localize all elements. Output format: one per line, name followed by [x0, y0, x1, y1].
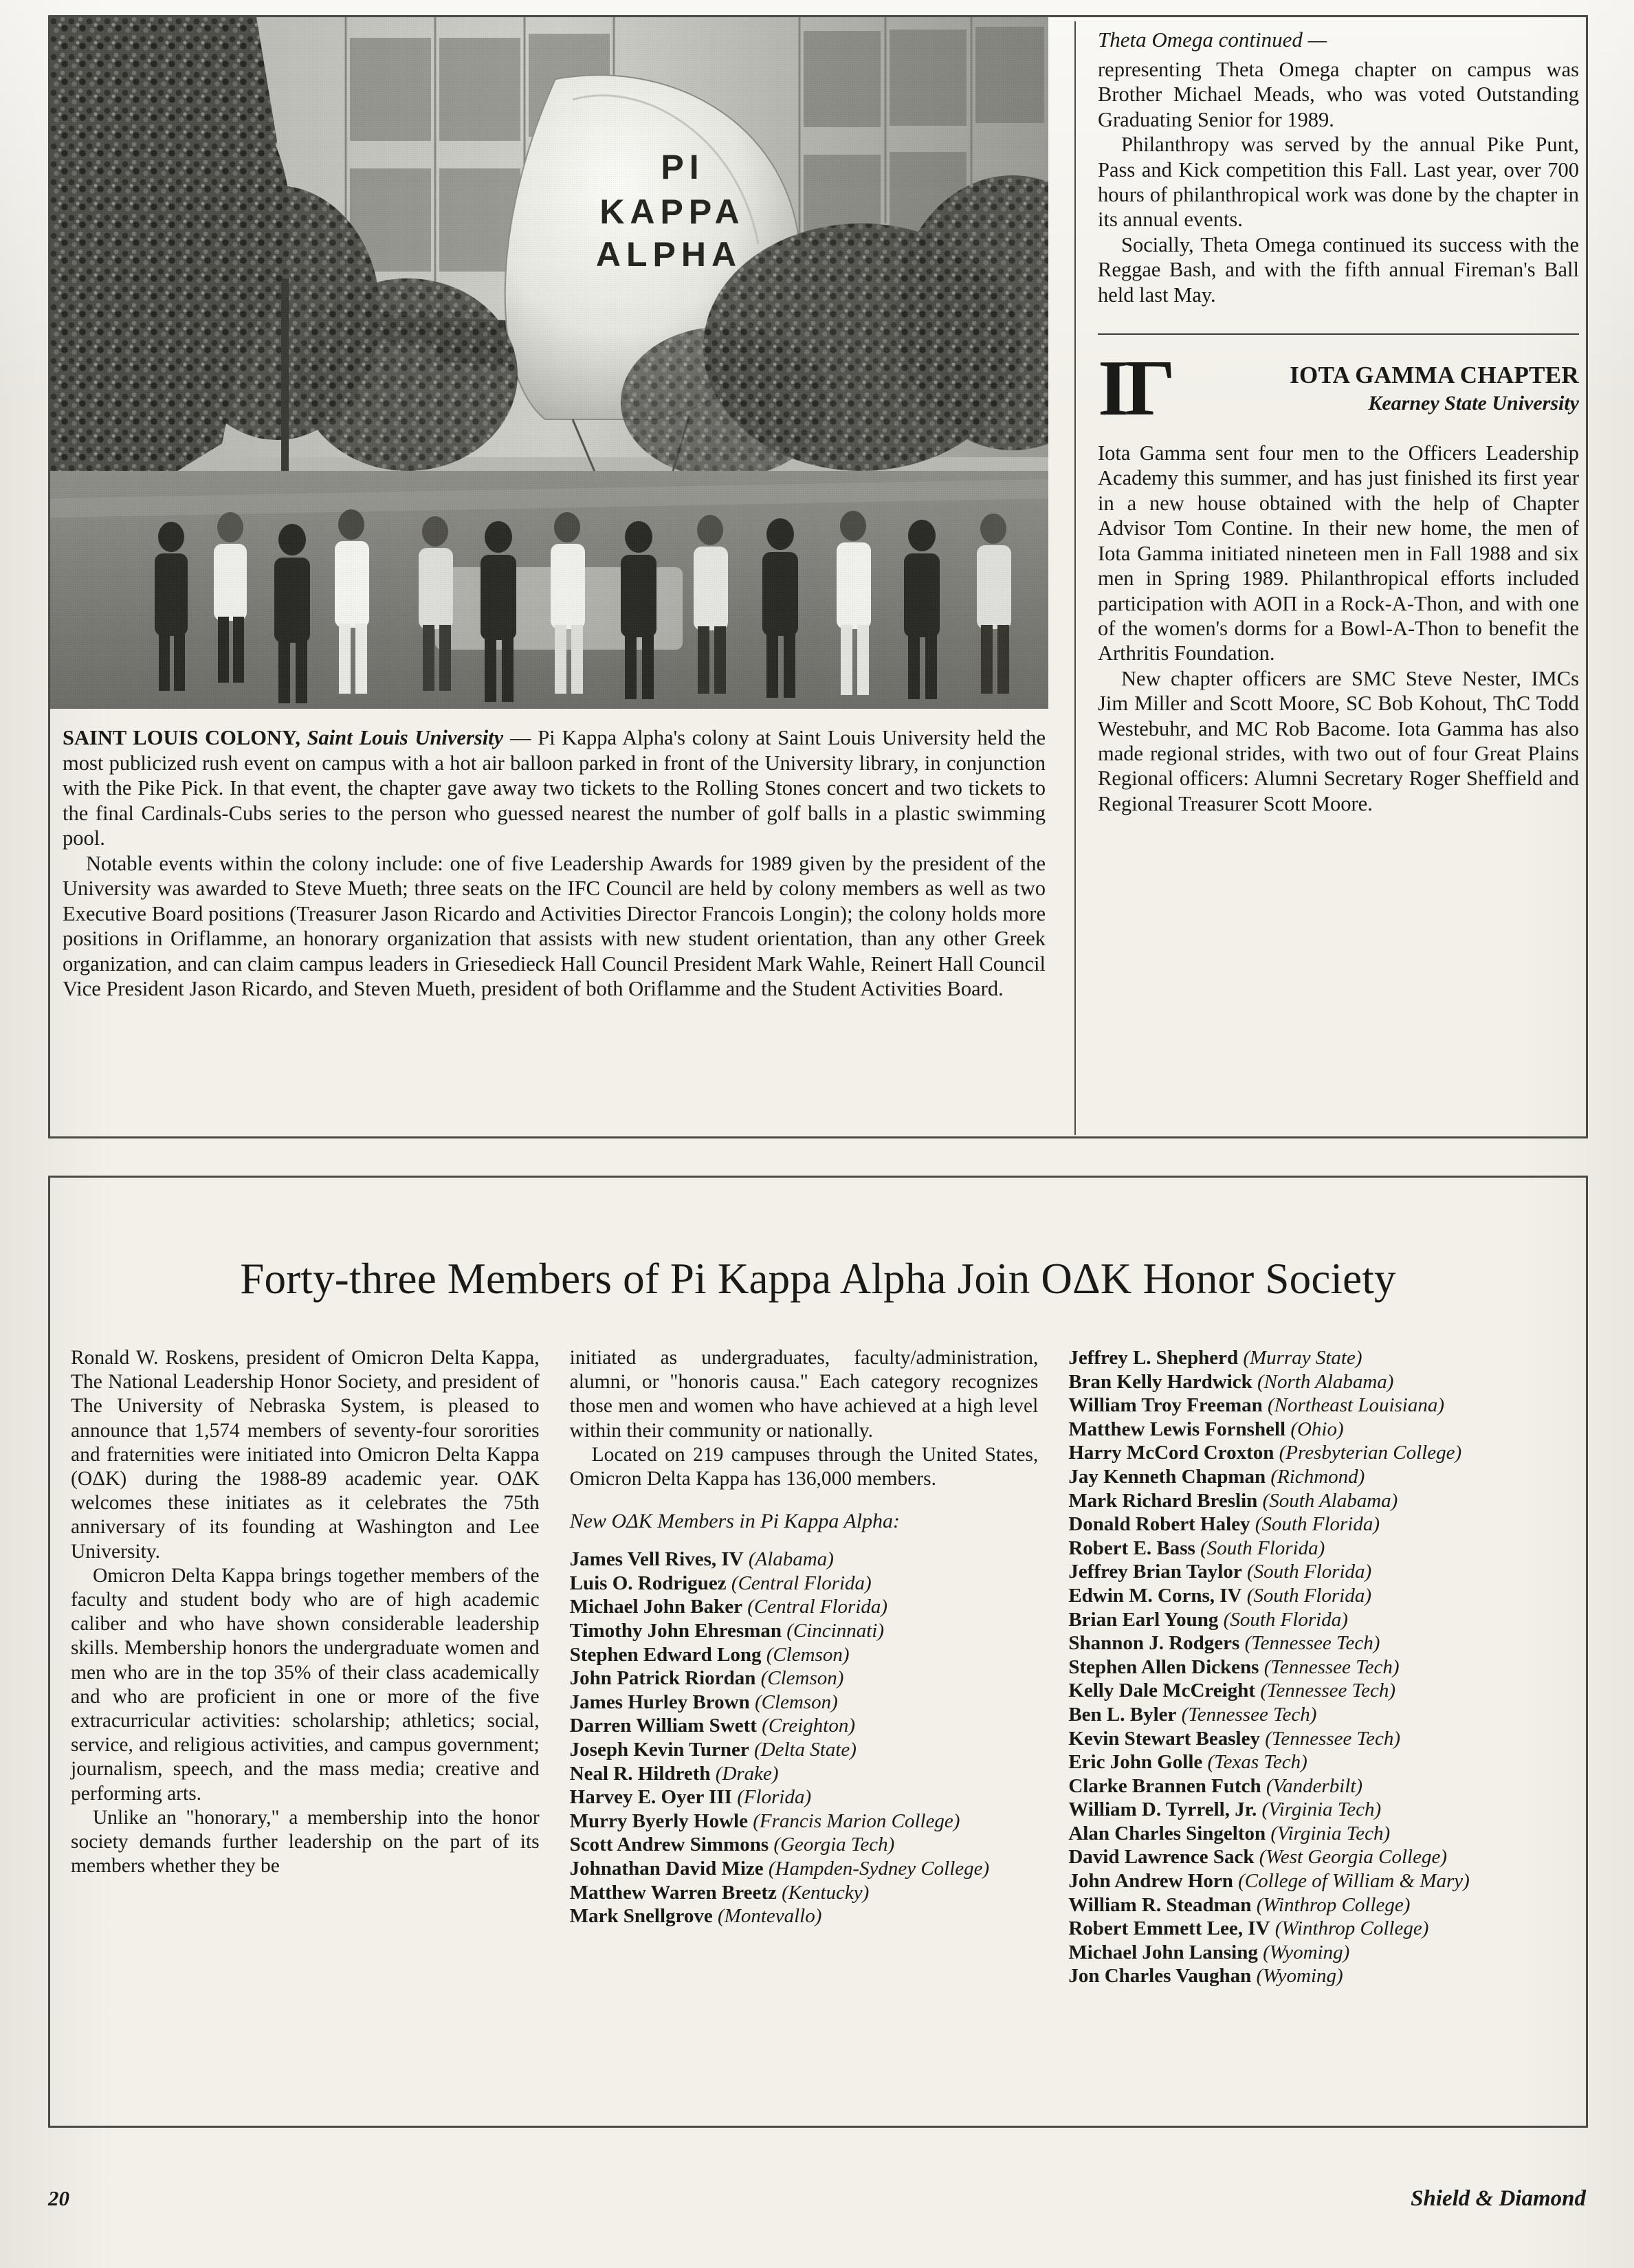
list-item — [570, 1572, 1039, 1596]
list-item — [1068, 1845, 1568, 1869]
member-name: Edwin M. Corns, IV — [1068, 1584, 1242, 1607]
member-name: James Hurley Brown — [569, 1691, 750, 1713]
member-name: Kevin Stewart Beasley — [1068, 1727, 1260, 1750]
member-name: Mark Snellgrove — [569, 1905, 713, 1928]
member-school: (Central Florida) — [731, 1572, 872, 1594]
page-number: 20 — [48, 2186, 69, 2210]
list-item — [1068, 1631, 1568, 1655]
iota-gamma-greek-monogram: ΙΓ — [1098, 344, 1171, 433]
saint-louis-lead-dash: — — [509, 726, 531, 749]
member-school: (Georgia Tech) — [773, 1834, 895, 1856]
member-school: (Virginia Tech) — [1270, 1822, 1391, 1845]
odk-article-panel — [48, 1176, 1588, 2128]
member-school: (Virginia Tech) — [1261, 1798, 1382, 1821]
member-school: (Montevallo) — [718, 1905, 822, 1928]
list-item — [1068, 1560, 1568, 1584]
list-item — [1068, 1465, 1568, 1489]
member-school: (Ohio) — [1290, 1418, 1344, 1440]
saint-louis-paragraph-2: Notable events within the colony include: one of five Leadership Awards for 1989 given by the president of the University was awarded to Steve Mueth; three seats on the IFC Council are held by colony members as well as two Executive Board positions (Treasurer Jason Ricardo and Activities Director Francois Longin); the colony holds more positions in Oriflamme, an honorary organization that assists with new student orientation, than any other Greek organization, and can claim campus leaders in Griesedieck Hall Council President Mark Wahle, Reinert Hall Council Vice President Jason Ricardo, and Steven Mueth, president of both Oriflamme and the Student Activities Board. — [63, 851, 1046, 1000]
member-name: Stephen Allen Dickens — [1068, 1655, 1259, 1678]
member-name: Johnathan David Mize — [569, 1857, 764, 1880]
member-school: (Wyoming) — [1256, 1965, 1343, 1988]
member-school: (Francis Marion College) — [753, 1809, 960, 1832]
odk-col2-paragraph-1: initiated as undergraduates, faculty/administration, alumni, or "honoris causa." Each category recognizes those men and women who have achieved at a high level within their community or nationally. — [569, 1347, 1039, 1442]
list-item — [1068, 1798, 1568, 1822]
list-item — [570, 1857, 1039, 1881]
member-name: Harvey E. Oyer III — [569, 1786, 732, 1809]
list-item — [1068, 1370, 1568, 1394]
member-name: Jeffrey L. Shepherd — [1068, 1347, 1239, 1369]
member-name: Neal R. Hildreth — [569, 1762, 711, 1785]
page-footer — [48, 2186, 1586, 2212]
list-item — [570, 1881, 1039, 1905]
member-school: (South Alabama) — [1262, 1489, 1398, 1512]
odk-column-1 — [71, 1346, 540, 1988]
member-name: Timothy John Ehresman — [569, 1620, 782, 1642]
top-article-panel — [48, 15, 1588, 1138]
list-item — [1068, 1655, 1568, 1680]
member-school: (Clemson) — [760, 1667, 844, 1690]
list-item — [1068, 1346, 1568, 1370]
member-school: (Winthrop College) — [1274, 1917, 1429, 1940]
member-name: Michael John Baker — [569, 1596, 742, 1618]
member-name: Clarke Brannen Futch — [1068, 1774, 1261, 1797]
list-item — [570, 1904, 1039, 1928]
member-name: Darren William Swett — [569, 1715, 757, 1737]
member-name: William D. Tyrrell, Jr. — [1068, 1798, 1257, 1821]
member-school: (Vanderbilt) — [1266, 1774, 1363, 1797]
member-name: Jeffrey Brian Taylor — [1068, 1561, 1242, 1583]
member-school: (South Florida) — [1255, 1513, 1380, 1536]
member-name: Luis O. Rodriguez — [569, 1572, 727, 1594]
odk-columns — [71, 1346, 1568, 1988]
list-item — [1068, 1964, 1568, 1988]
member-name: Stephen Edward Long — [569, 1643, 762, 1666]
member-name: Donald Robert Haley — [1068, 1513, 1250, 1536]
member-name: Michael John Lansing — [1068, 1941, 1258, 1963]
member-school: (Murray State) — [1243, 1347, 1362, 1369]
list-item — [1068, 1822, 1568, 1846]
member-name: Alan Charles Singelton — [1068, 1822, 1266, 1845]
member-school: (Creighton) — [762, 1715, 856, 1737]
list-item — [1068, 1584, 1568, 1608]
member-school: (South Florida) — [1200, 1537, 1325, 1559]
member-school: (Presbyterian College) — [1279, 1442, 1462, 1464]
theta-omega-paragraph-2: Philanthropy was served by the annual Pike Punt, Pass and Kick competition this Fall. Last year, over 700 hours of philanthropical work was done by the chapter in its annual events. — [1098, 133, 1579, 232]
member-school: (Central Florida) — [747, 1596, 888, 1618]
list-item — [1068, 1418, 1568, 1442]
odk-headline: Forty-three Members of Pi Kappa Alpha Join OΔK Honor Society — [240, 1255, 1396, 1303]
member-school: (Texas Tech) — [1207, 1751, 1307, 1774]
member-name: Matthew Lewis Fornshell — [1068, 1418, 1286, 1440]
member-name: Robert E. Bass — [1068, 1537, 1195, 1559]
member-name: John Patrick Riordan — [569, 1667, 756, 1690]
member-school: (Florida) — [737, 1786, 812, 1809]
list-item — [1068, 1750, 1568, 1774]
list-item — [570, 1595, 1039, 1619]
list-item — [570, 1762, 1039, 1786]
list-item — [1068, 1774, 1568, 1798]
list-item — [570, 1666, 1039, 1691]
member-school: (Northeast Louisiana) — [1268, 1394, 1445, 1417]
member-name: Jay Kenneth Chapman — [1068, 1465, 1266, 1488]
member-school: (Tennessee Tech) — [1265, 1727, 1401, 1750]
member-name: Scott Andrew Simmons — [569, 1834, 769, 1856]
publication-name: Shield & Diamond — [1411, 2186, 1586, 2211]
theta-omega-article — [1098, 57, 1579, 307]
list-item — [570, 1809, 1039, 1834]
theta-omega-paragraph-1: representing Theta Omega chapter on campus was Brother Michael Meads, who was voted Outstanding Graduating Senior for 1989. — [1098, 58, 1579, 131]
member-name: Mark Richard Breslin — [1068, 1489, 1258, 1512]
top-right-column — [1098, 27, 1579, 816]
list-item — [1068, 1394, 1568, 1418]
member-name: Murry Byerly Howle — [569, 1809, 748, 1832]
member-school: (West Georgia College) — [1259, 1846, 1448, 1869]
list-item — [1068, 1489, 1568, 1513]
member-school: (Wyoming) — [1263, 1941, 1350, 1963]
list-item — [1068, 1941, 1568, 1965]
list-item — [570, 1643, 1039, 1667]
odk-col1-paragraph-3: Unlike an "honorary," a membership into the honor society demands further leadership on the part of its members whether they be — [71, 1806, 540, 1878]
member-school: (South Florida) — [1246, 1561, 1372, 1583]
member-school: (Delta State) — [753, 1738, 857, 1761]
member-name: Matthew Warren Breetz — [569, 1881, 777, 1904]
list-item — [1068, 1441, 1568, 1465]
member-school: (Tennessee Tech) — [1263, 1655, 1400, 1678]
member-school: (Tennessee Tech) — [1181, 1703, 1317, 1726]
member-school: (Kentucky) — [782, 1881, 870, 1904]
saint-louis-lead-chapter: SAINT LOUIS COLONY, — [63, 726, 300, 749]
iota-gamma-school: Kearney State University — [1368, 392, 1579, 415]
list-item — [1068, 1679, 1568, 1703]
list-item — [570, 1714, 1039, 1738]
iota-gamma-chapter-header — [1098, 344, 1579, 433]
member-school: (Richmond) — [1270, 1465, 1365, 1488]
member-school: (College of William & Mary) — [1238, 1870, 1470, 1893]
odk-col1-paragraph-2: Omicron Delta Kappa brings together members of the faculty and student body who are of high academic caliber and who have shown considerable leadership skills. Membership honors the undergraduate women and men who are in the top 35% of their class academically and who are proficient in one or more of the five extracurricular activities: scholarship; athletics; social, service, and religious activities, and campus government; journalism, speech, and the mass media; creative and performing arts. — [71, 1564, 540, 1805]
iota-gamma-paragraph-1: Iota Gamma sent four men to the Officers Leadership Academy this summer, and has just finished its first year in a new house obtained with the help of Chapter Advisor Tom Contine. In their new home, the men of Iota Gamma initiated nineteen men in Fall 1988 and six men in Spring 1989. Philanthropical efforts included participation with ΑΟΠ in a Rock-A-Thon, and with one of the women's dorms for a Bowl-A-Thon to benefit the Arthritis Foundation. — [1098, 441, 1579, 665]
list-item — [1068, 1512, 1568, 1537]
odk-column-2 — [570, 1346, 1039, 1988]
odk-member-list-title: New OΔK Members in Pi Kappa Alpha: — [569, 1510, 901, 1533]
member-name: Robert Emmett Lee, IV — [1068, 1917, 1270, 1940]
member-school: (Winthrop College) — [1256, 1893, 1411, 1916]
list-item — [1068, 1869, 1568, 1893]
member-name: Harry McCord Croxton — [1068, 1442, 1274, 1464]
theta-omega-paragraph-3: Socially, Theta Omega continued its success with the Reggae Bash, and with the fifth annual Fireman's Ball held last May. — [1098, 232, 1579, 307]
list-item — [570, 1833, 1039, 1857]
member-school: (South Florida) — [1223, 1608, 1348, 1631]
list-item — [570, 1548, 1039, 1572]
iota-gamma-title-block — [1189, 353, 1579, 417]
member-name: Ben L. Byler — [1068, 1703, 1177, 1726]
list-item — [1068, 1917, 1568, 1941]
section-divider — [1098, 333, 1579, 335]
member-name: William Troy Freeman — [1068, 1394, 1263, 1417]
list-item — [1068, 1537, 1568, 1561]
rush-event-photograph — [50, 17, 1048, 709]
member-name: William R. Steadman — [1068, 1893, 1252, 1916]
member-name: Kelly Dale McCreight — [1068, 1680, 1255, 1702]
member-name: Bran Kelly Hardwick — [1068, 1370, 1252, 1393]
odk-member-list-column-2 — [570, 1548, 1039, 1928]
saint-louis-body-1: Pi Kappa Alpha's colony at Saint Louis University held the most publicized rush event on campus with a hot air balloon parked in front of the University library, in conjunction with the Pike Pick. In that event, the chapter gave away two tickets to the Rolling Stones concert and two tickets to the final Cardinals-Cubs series to the person who guessed nearest the number of golf balls in a plastic swimming pool. — [63, 726, 1046, 850]
column-divider — [1074, 21, 1076, 1135]
odk-column-3 — [1068, 1346, 1568, 1988]
member-name: James Vell Rives, IV — [569, 1548, 744, 1571]
list-item — [1068, 1703, 1568, 1727]
list-item — [570, 1738, 1039, 1762]
list-item — [1068, 1893, 1568, 1917]
member-name: Eric John Golle — [1068, 1751, 1203, 1774]
member-school: (North Alabama) — [1257, 1370, 1394, 1393]
odk-col1-paragraph-1: Ronald W. Roskens, president of Omicron Delta Kappa, The National Leadership Honor Society, and president of The University of Nebraska System, is pleased to announce that 1,574 members of seventy-four sororities and fraternities were initiated into Omicron Delta Kappa (OΔK) during the 1988-89 academic year. OΔK welcomes these initiates as it celebrates the 75th anniversary of its founding at Washington and Lee University. — [71, 1347, 540, 1563]
member-name: Brian Earl Young — [1068, 1608, 1219, 1631]
saint-louis-lead-school: Saint Louis University — [307, 726, 504, 749]
member-school: (Clemson) — [766, 1643, 850, 1666]
iota-gamma-article — [1098, 441, 1579, 816]
list-item — [570, 1785, 1039, 1809]
list-item — [570, 1619, 1039, 1643]
member-name: Jon Charles Vaughan — [1068, 1965, 1252, 1988]
odk-member-list-column-3 — [1068, 1346, 1568, 1988]
saint-louis-colony-article — [63, 725, 1046, 1002]
iota-gamma-chapter-name: IOTA GAMMA CHAPTER — [1290, 362, 1579, 389]
list-item — [1068, 1608, 1568, 1632]
member-school: (Alabama) — [748, 1548, 834, 1571]
member-school: (Drake) — [715, 1762, 779, 1785]
theta-omega-continued-heading: Theta Omega continued — — [1098, 27, 1327, 52]
member-name: Joseph Kevin Turner — [569, 1738, 749, 1761]
member-school: (Hampden-Sydney College) — [768, 1857, 990, 1880]
list-item — [1068, 1727, 1568, 1751]
odk-col2-paragraph-2: Located on 219 campuses through the United States, Omicron Delta Kappa has 136,000 members. — [569, 1443, 1039, 1490]
member-name: David Lawrence Sack — [1068, 1846, 1255, 1869]
iota-gamma-paragraph-2: New chapter officers are SMC Steve Nester, IMCs Jim Miller and Scott Moore, SC Bob Kohout, ThC Todd Westebuhr, and MC Rob Bacome. Iota Gamma has also made regional strides, with two out of four Great Plains Regional officers: Alumni Secretary Roger Sheffield and Regional Treasurer Scott Moore. — [1098, 666, 1579, 815]
member-school: (Clemson) — [754, 1691, 838, 1713]
list-item — [570, 1691, 1039, 1715]
member-school: (Tennessee Tech) — [1260, 1680, 1396, 1702]
member-school: (Cincinnati) — [786, 1620, 885, 1642]
member-school: (South Florida) — [1246, 1584, 1371, 1607]
saint-louis-paragraph-1 — [63, 725, 1046, 851]
member-school: (Tennessee Tech) — [1244, 1632, 1380, 1655]
member-name: John Andrew Horn — [1068, 1870, 1233, 1893]
member-name: Shannon J. Rodgers — [1068, 1632, 1240, 1655]
